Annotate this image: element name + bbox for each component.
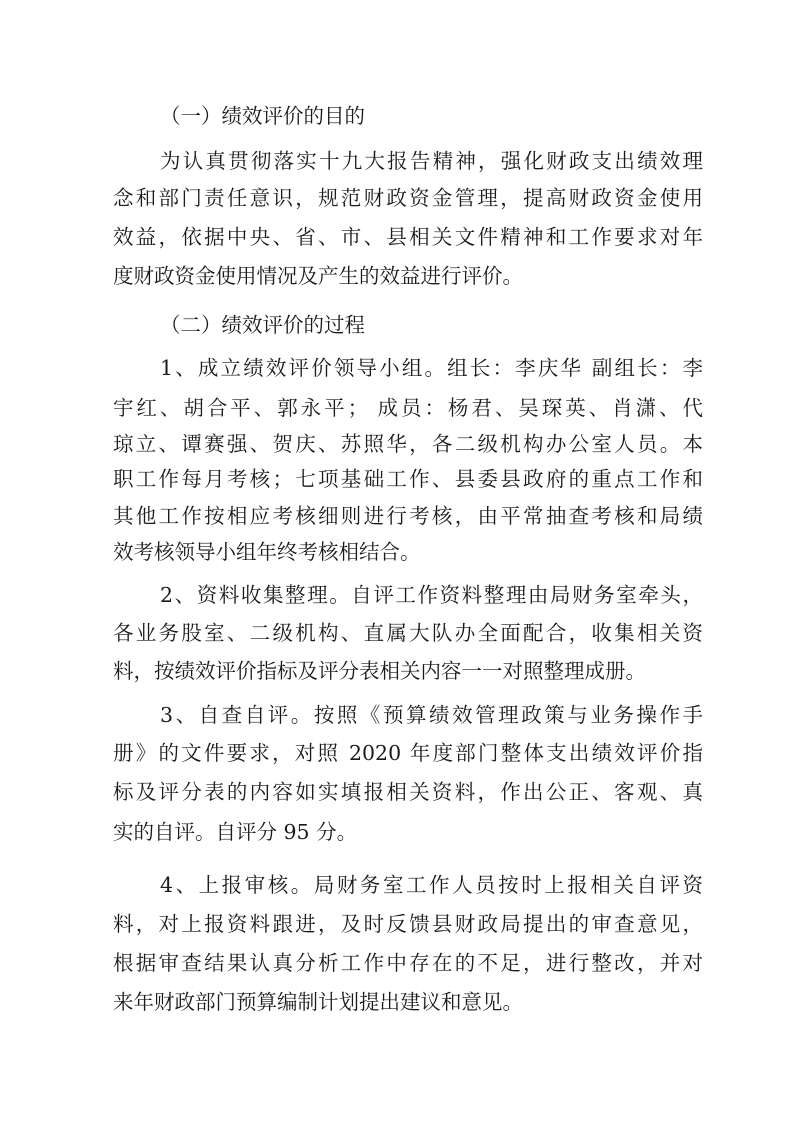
paragraph-line: 职工作每月考核；七项基础工作、县委县政府的重点工作和 <box>113 467 703 491</box>
paragraph-line: 度财政资金使用情况及产生的效益进行评价。 <box>113 264 523 288</box>
paragraph-line: 根据审查结果认真分析工作中存在的不足，进行整改，并对 <box>113 951 703 975</box>
paragraph-line: 2、资料收集整理。自评工作资料整理由局财务室牵头， <box>160 583 703 607</box>
section-heading-1: （一）绩效评价的目的 <box>160 104 365 128</box>
paragraph-line: 4、上报审核。局财务室工作人员按时上报相关自评资 <box>160 873 703 897</box>
paragraph-line: 3、自查自评。按照《预算绩效管理政策与业务操作手 <box>160 703 703 727</box>
paragraph-line: 实的自评。自评分 95 分。 <box>113 820 358 844</box>
paragraph-line: 料，按绩效评价指标及评分表相关内容一一对照整理成册。 <box>113 659 646 683</box>
paragraph-line: 琼立、谭赛强、贺庆、苏照华，各二级机构办公室人员。本 <box>113 432 703 456</box>
paragraph-line: 为认真贯彻落实十九大报告精神，强化财政支出绩效理 <box>160 149 703 173</box>
paragraph-line: 宇红、胡合平、郭永平； 成员：杨君、吴琛英、肖潇、代 <box>113 396 703 420</box>
paragraph-line: 来年财政部门预算编制计划提出建议和意见。 <box>113 990 523 1014</box>
section-heading-2: （二）绩效评价的过程 <box>160 313 365 337</box>
paragraph-line: 标及评分表的内容如实填报相关资料，作出公正、客观、真 <box>113 780 703 804</box>
paragraph-line: 效益，依据中央、省、市、县相关文件精神和工作要求对年 <box>113 225 703 249</box>
paragraph-line: 其他工作按相应考核细则进行考核，由平常抽查考核和局绩 <box>113 504 703 528</box>
paragraph-line: 效考核领导小组年终考核相结合。 <box>113 540 421 564</box>
paragraph-line: 1、成立绩效评价领导小组。组长：李庆华 副组长：李 <box>160 356 703 380</box>
paragraph-line: 各业务股室、二级机构、直属大队办全面配合，收集相关资 <box>113 621 703 645</box>
paragraph-line: 料，对上报资料跟进，及时反馈县财政局提出的审查意见， <box>113 912 703 936</box>
paragraph-line: 册》的文件要求，对照 2020 年度部门整体支出绩效评价指 <box>113 741 703 765</box>
paragraph-line: 念和部门责任意识，规范财政资金管理，提高财政资金使用 <box>113 186 703 210</box>
